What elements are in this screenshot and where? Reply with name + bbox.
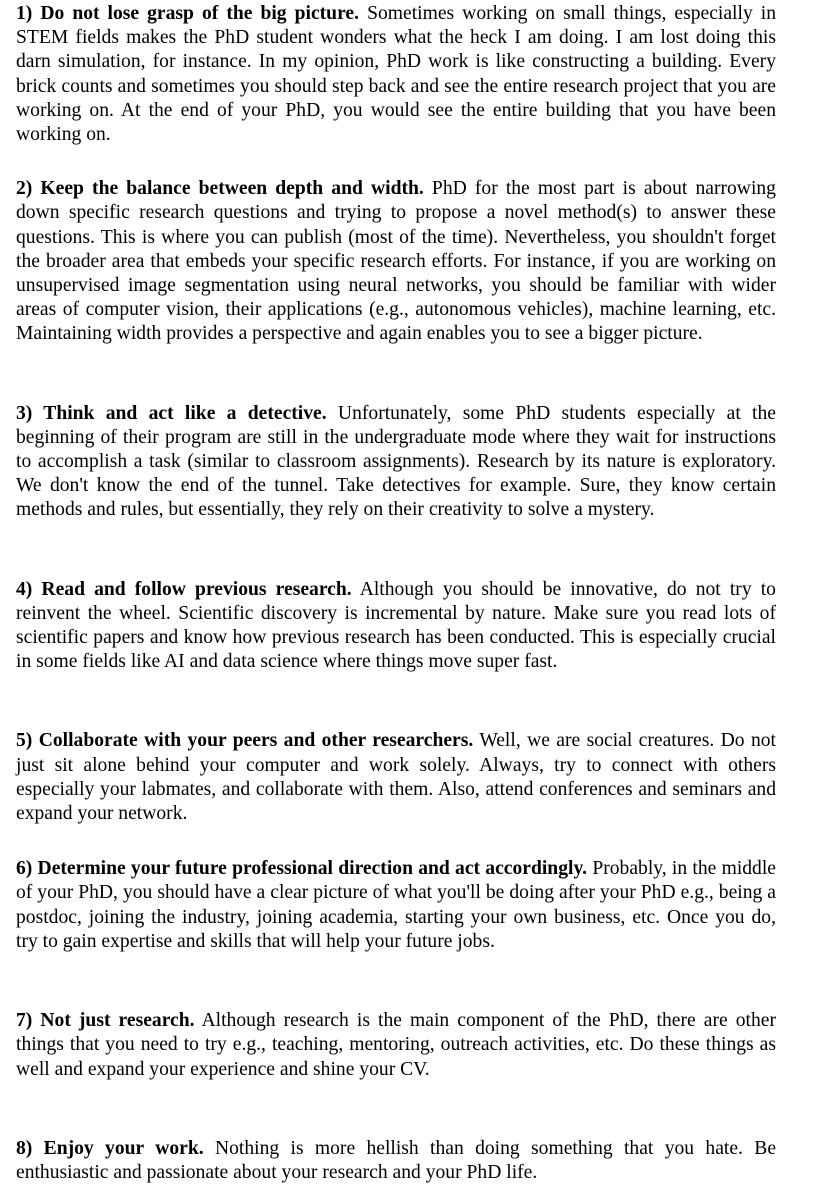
- tip-heading-6: 6) Determine your future professional direction and act accordingly.: [16, 858, 588, 880]
- tip-paragraph-3: [16, 402, 776, 523]
- tip-heading-7: 7) Not just research.: [16, 1010, 195, 1032]
- document-page: [16, 2, 776, 1185]
- tip-heading-3: 3) Think and act like a detective.: [16, 402, 327, 424]
- tip-body-1: Sometimes working on small things, especially in STEM fields makes the PhD student wonders what the heck I am doing. I am lost doing this darn simulation, for instance. In my opinion, PhD work is like constructing a building. Every brick counts and sometimes you should step back and see the entire research project that you are working on. At the end of your PhD, you would see the entire building that you have been working on.: [16, 3, 777, 146]
- tip-paragraph-5: [16, 729, 776, 826]
- tip-heading-1: 1) Do not lose grasp of the big picture.: [16, 3, 360, 24]
- tip-body-2: PhD for the most part is about narrowing down specific research questions and trying to propose a novel method(s) to answer these questions. This is where you can publish (most of the time). Nevertheless, you shouldn't forget the broader area that embeds your specific research efforts. For instance, if you are working on unsupervised image segmentation using neural networks, you should be familiar with wider areas of computer vision, their applications (e.g., autonomous vehicles), machine learning, etc. Maintaining width provides a perspective and again enables you to see a bigger picture.: [16, 178, 776, 345]
- tip-paragraph-2: [16, 177, 776, 346]
- tip-heading-4: 4) Read and follow previous research.: [16, 578, 352, 600]
- tip-paragraph-4: [16, 578, 776, 675]
- tip-body-8: Nothing is more hellish than doing something that you hate. Be enthusiastic and passionate about your research and your PhD life.: [16, 1137, 777, 1183]
- tip-body-7: Although research is the main component of the PhD, there are other things that you need to try e.g., teaching, mentoring, outreach activities, etc. Do these things as well and expand your experience and shine your CV.: [16, 1010, 776, 1080]
- tip-heading-2: 2) Keep the balance between depth and width.: [16, 178, 424, 200]
- tip-body-4: Although you should be innovative, do not try to reinvent the wheel. Scientific discovery is incremental by nature. Make sure you read lots of scientific papers and know how previous research has been conducted. This is especially crucial in some fields like AI and data science where things move super fast.: [16, 578, 776, 673]
- tip-body-6: Probably, in the middle of your PhD, you should have a clear picture of what you'll be doing after your PhD e.g., being a postdoc, joining the industry, joining academia, starting your own business, etc. Once you do, try to gain expertise and skills that will help your future jobs.: [16, 858, 776, 952]
- tip-paragraph-6: [16, 857, 776, 954]
- tip-heading-8: 8) Enjoy your work.: [16, 1137, 204, 1159]
- tip-paragraph-1: [16, 2, 776, 147]
- tip-heading-5: 5) Collaborate with your peers and other researchers.: [16, 730, 474, 752]
- tip-body-5: Well, we are social creatures. Do not just sit alone behind your computer and work solely. Always, try to connect with others especially your labmates, and collaborate with them. Also, attend conferences and seminars and expand your network.: [16, 730, 776, 825]
- tip-body-3: Unfortunately, some PhD students especially at the beginning of their program are still in the undergraduate mode where they wait for instructions to accomplish a task (similar to classroom assignments). Research by its nature is exploratory. We don't know the end of the tunnel. Take detectives for example. Sure, they know certain methods and rules, but essentially, they rely on their creativity to solve a mystery.: [16, 402, 776, 521]
- tip-paragraph-8: [16, 1137, 776, 1185]
- tip-paragraph-7: [16, 1009, 776, 1082]
